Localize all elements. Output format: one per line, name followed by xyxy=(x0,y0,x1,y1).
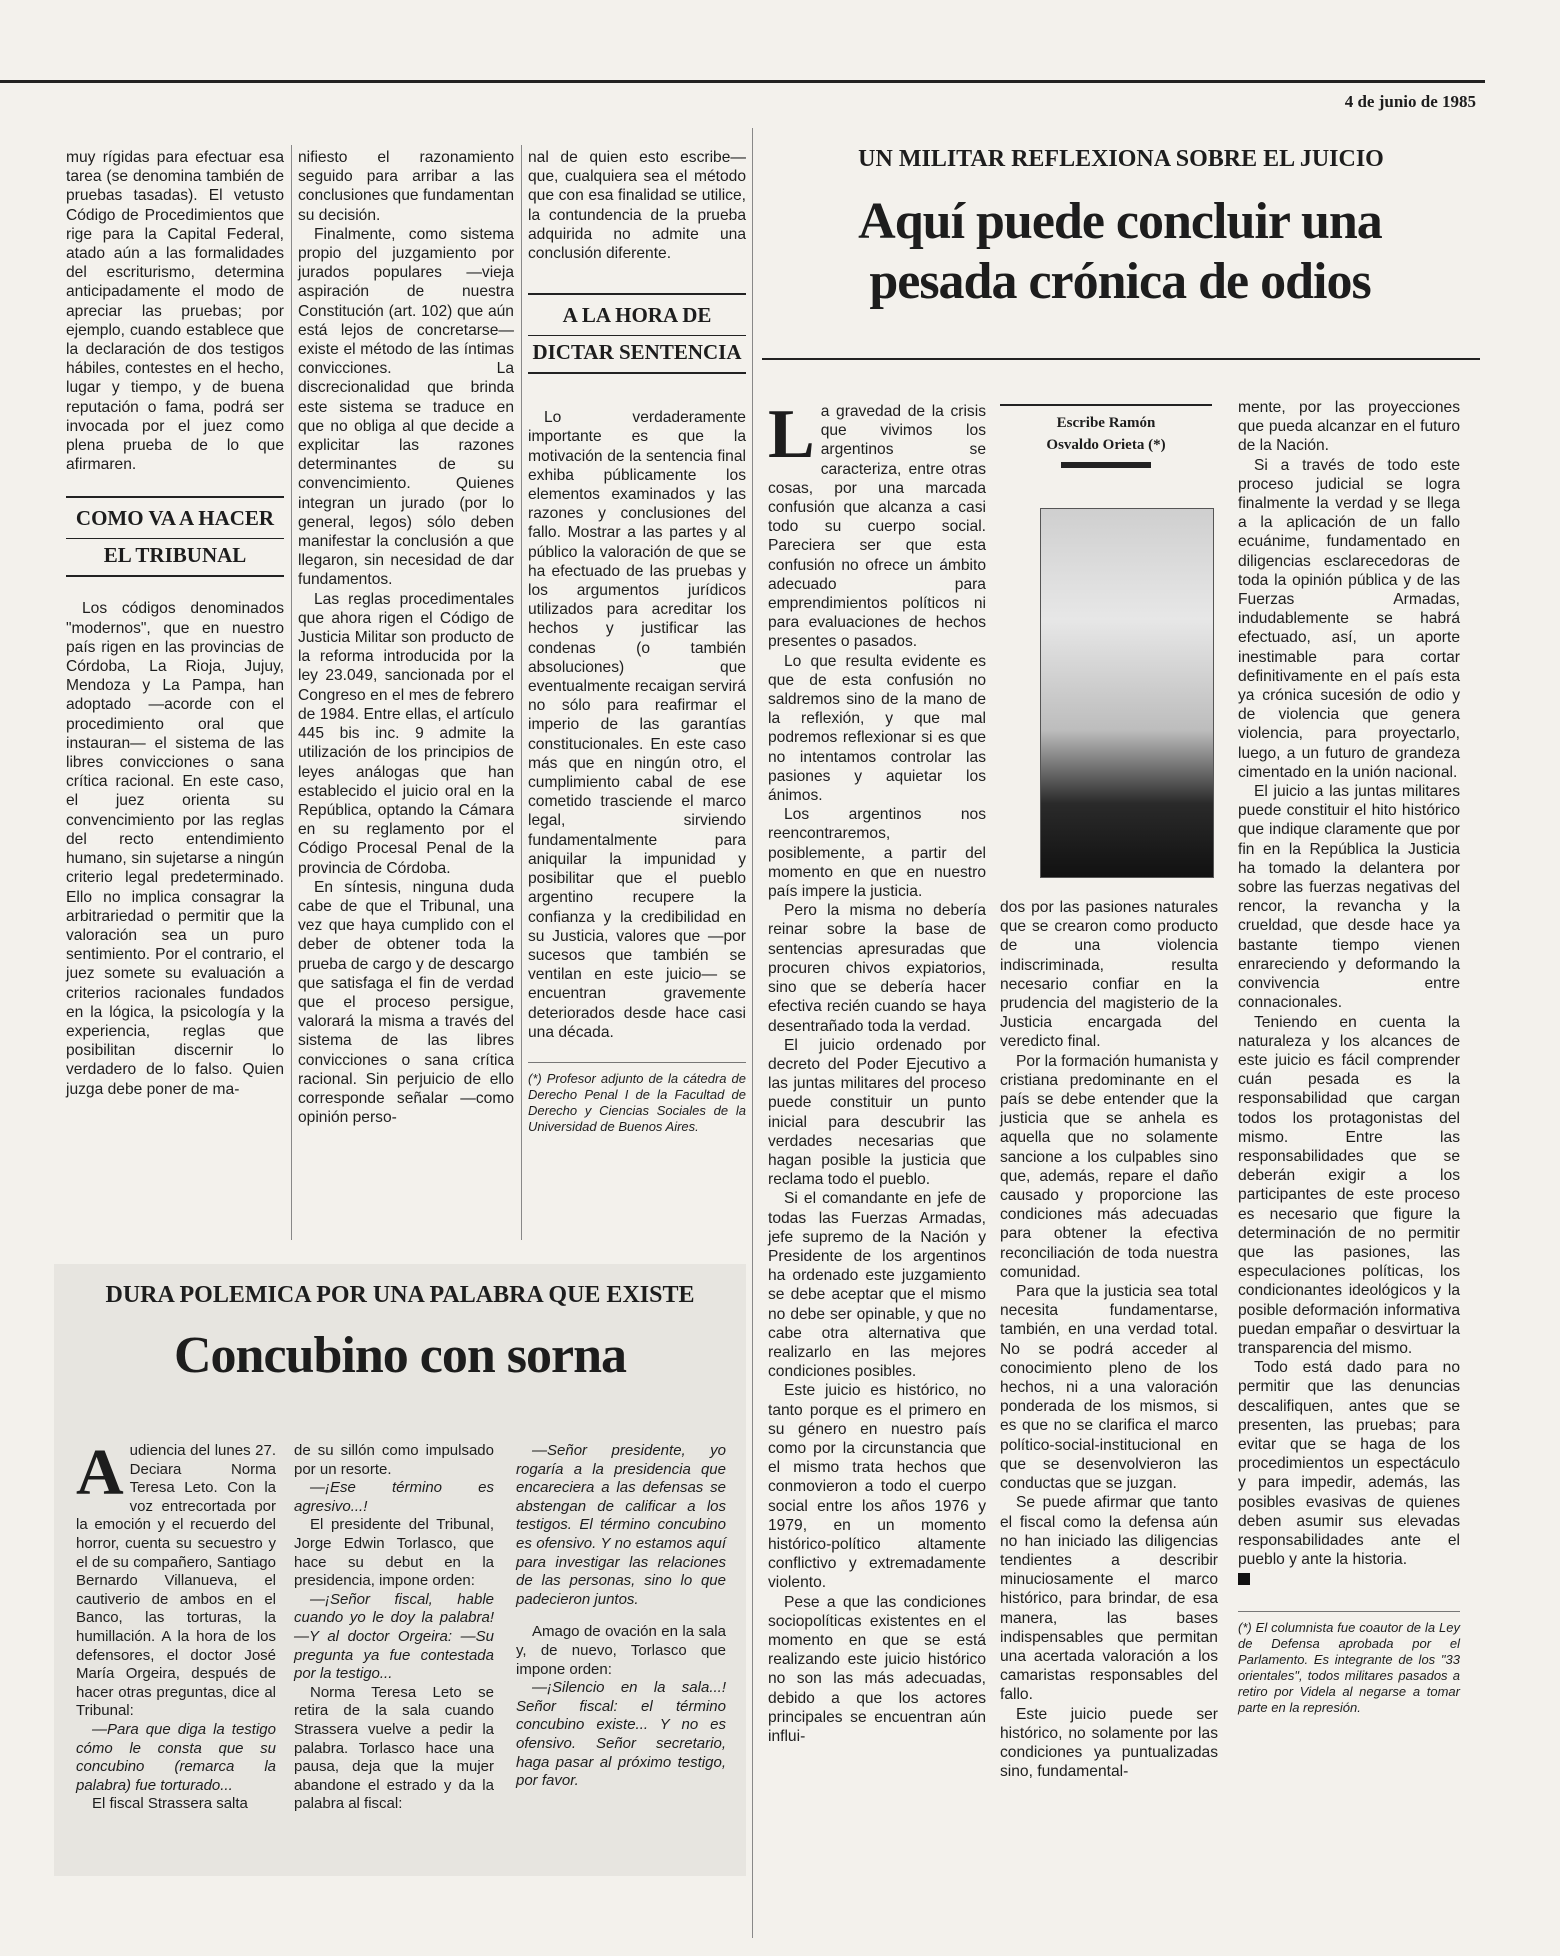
paragraph: nal de quien esto escribe— que, cualquiera sea el método que con esa finalidad se utilice, la contundencia de la prueba adquirida no admite una conclusión diferente. xyxy=(528,149,746,263)
left-article-column-1 xyxy=(66,148,284,1099)
headline-rule xyxy=(762,358,1480,360)
kicker: UN MILITAR REFLEXIONA SOBRE EL JUICIO xyxy=(858,146,1384,172)
paragraph: El fiscal Strassera salta xyxy=(92,1795,248,1813)
paragraph: Lo verdaderamente importante es que la motivación de la sentencia final exhiba públicamente los elementos examinados y las razones y conclusiones del fallo. Mostrar a las partes y al público la valoración de que se ha efectuado de las pruebas y los argumentos jurídicos utilizados para acreditar los hechos y justificar las condenas (o también absoluciones) que eventualmente recaigan servirá no sólo para reafirmar el imperio de las garantías constitucionales. En este caso más que en ningún otro, el cumplimiento cabal de ese cometido trasciende el marco legal, sirviendo fundamentalmente para aniquilar la impunidad y posibilitar que el pueblo argentino recupere la confianza y la credibilidad en su Justicia, valores que —por sucesos que también se ventilan en este juicio— se encuentran gravemente deteriorados desde hace casi una década. xyxy=(528,409,746,1041)
paragraph: Este juicio es histórico, no tanto porque es el primero en su género en nuestro país como por la circunstancia que el mismo trata hechos que conmovieron a todo el cuerpo social entre los años 1976 y 1979, en un momento histórico-político altamente conflictivo y extremadamente violento. xyxy=(768,1382,986,1592)
byline-block xyxy=(1000,404,1212,468)
drop-cap: L xyxy=(768,396,815,473)
subhead-line: COMO VA A HACER xyxy=(66,496,284,538)
subhead-a-la-hora xyxy=(528,293,746,374)
page-date: 4 de junio de 1985 xyxy=(1344,92,1476,111)
subhead-como-va-a-hacer xyxy=(66,496,284,577)
drop-cap: A xyxy=(76,1436,124,1509)
top-rule xyxy=(0,80,1485,83)
boxed-article xyxy=(54,1264,746,1876)
right-article-column-3 xyxy=(1238,398,1460,1716)
paragraph: Pese a que las condiciones sociopolíticas existentes en el momento en que se está realizando este juicio histórico no son las más adecuadas, debido a que los actores principales se encuentran aún influi- xyxy=(768,1593,986,1746)
paragraph: mente, por las proyecciones que pueda alcanzar en el futuro de la Nación. xyxy=(1238,399,1460,455)
end-mark-icon xyxy=(1238,1573,1250,1585)
paragraph: Teniendo en cuenta la naturaleza y los alcances de este juicio es fácil comprender cuán pesada es la responsabilidad que cargan todos los protagonistas del mismo. Entre las responsabilidades que se deberán exigir a los participantes de este proceso es necesario que figure la determinación de no permitir que las pasiones, las especulaciones políticas, los condicionantes ideológicos y la posible deformación informativa puedan empañar o desvirtuar la transparencia del mismo. xyxy=(1238,1013,1460,1357)
paragraph: El juicio ordenado por decreto del Poder Ejecutivo a las juntas militares del proceso puede constituir un punto inicial para descubrir las verdades necesarias que hagan posible la justicia que reclama todo el pueblo. xyxy=(768,1036,986,1189)
paragraph: Si el comandante en jefe de todas las Fuerzas Armadas, jefe supremo de la Nación y Presidente de los argentinos ha ordenado este juzgamiento se debe aceptar que el mismo no debe ser opinable, y que no cabe otra alternativa que realizarlo en las mejores condiciones posibles. xyxy=(768,1190,986,1381)
paragraph: Lo que resulta evidente es que de esta confusión no saldremos sino de la mano de la reflexión, y que mal podremos reflexionar si es que no intentamos controlar las pasiones y aquietar los ánimos. xyxy=(768,652,986,805)
paragraph: —Señor presidente, yo rogaría a la presidencia que encareciera a las defensas se abstengan de calificar a los testigos. El término concubino es ofensivo. Y no estamos aquí para investigar las relaciones de las personas, sino lo que padecieron juntos. xyxy=(516,1442,726,1608)
paragraph: El presidente del Tribunal, Jorge Edwin Torlasco, que hace su debut en la presidencia, impone orden: xyxy=(294,1516,494,1590)
paragraph: Norma Teresa Leto se retira de la sala cuando Strassera vuelve a pedir la palabra. Torlasco hace una pausa, deja que la mujer abandone el estrado y da la palabra al fiscal: xyxy=(294,1683,494,1813)
box-column-1 xyxy=(76,1436,276,1814)
right-article-column-1 xyxy=(768,396,986,1746)
footnote-author: (*) Profesor adjunto de la cátedra de Derecho Penal I de la Facultad de Derecho y Ciencias Sociales de la Universidad de Buenos Aires. xyxy=(528,1062,746,1135)
paragraph: Pero la misma no debería reinar sobre la base de sentencias apresuradas que procuren chivos expiatorios, sino que se debería hacer efectiva recién cuando se haya desentrañado toda la verdad. xyxy=(768,902,986,1035)
footnote-columnist: (*) El columnista fue coautor de la Ley de Defensa aprobada por el Parlamento. Es integrante de los "33 orientales", todos militares pasados a retiro por Videla al negarse a tomar parte en la represión. xyxy=(1238,1611,1460,1716)
paragraph: udiencia del lunes 27. Deciara Norma Teresa Leto. Con la voz entrecortada por la emoción y el recuerdo del horror, cuenta su secuestro y el de su compañero, Santiago Bernardo Villanueva, el cautiverio de ambos en el Banco, las torturas, la humillación. A la hora de los defensores, el doctor José María Orgeira, después de hacer otras preguntas, dice al Tribunal: xyxy=(76,1442,276,1720)
left-article-column-3 xyxy=(528,148,746,1135)
right-article-column-2 xyxy=(1000,898,1218,1781)
paragraph: El juicio a las juntas militares puede constituir el hito histórico que indique claramente que por fin en la República la Justicia ha tomado la delantera por sobre las fuerzas negativas del rencor, la revancha y la crueldad, que desde hace ya bastante tiempo vienen enrareciendo y deformando la convivencia entre connacionales. xyxy=(1238,783,1460,1012)
paragraph: Por la formación humanista y cristiana predominante en el país se debe entender que la justicia que se anhela es aquella que no solamente sancione a los culpables sino que, además, repare el daño causado y proporcione las condiciones más adecuadas para obtener la efectiva reconciliación de toda nuestra comunidad. xyxy=(1000,1052,1218,1281)
paragraph: Los códigos denominados "modernos", que en nuestro país rigen en las provincias de Córdoba, La Rioja, Jujuy, Mendoza y La Pampa, han adoptado —acorde con el procedimiento oral que instauran— el sistema de las libres convicciones o sana crítica racional. En este caso, el juez orienta su convencimiento por las reglas del recto entendimiento humano, sin sujetarse a ningún criterio legal predeterminado. Ello no implica consagrar la arbitrariedad o permitir que la valoración sea un puro sentimiento. Por el contrario, el juez somete su evaluación a criterios racionales fundados en la lógica, la psicología y la experiencia, reglas que posibilitan discernir lo verdadero de lo falso. Quien juzga debe poner de ma- xyxy=(66,600,284,1098)
paragraph: —¡Ese término es agresivo...! xyxy=(294,1479,494,1515)
paragraph: Todo está dado para no permitir que las denuncias descalifiquen, antes que se presenten, las pruebas; para evitar que se haga de los procedimientos un espectáculo y para impedir, además, las posibles evasivas de quienes deben asumir sus elevadas responsabilidades ante el pueblo y ante la historia. xyxy=(1238,1359,1460,1569)
paragraph: Finalmente, como sistema propio del juzgamiento por jurados populares —vieja aspiración de nuestra Constitución (art. 102) que aún está lejos de concretarse— existe el método de las íntimas convicciones. La discrecionalidad que brinda este sistema se traduce en que no obliga al que decide a explicitar las razones determinantes de su convencimiento. Quienes integran un jurado (por lo general, legos) sólo deben manifestar la conclusión a que llegaron, sin necesidad de dar fundamentos. xyxy=(298,225,514,589)
paragraph: dos por las pasiones naturales que se crearon como producto de una violencia indiscriminada, resulta necesario confiar en la prudencia del magisterio de la Justicia encargada del veredicto final. xyxy=(1000,899,1218,1051)
paragraph: —¡Silencio en la sala...! Señor fiscal: el término concubino existe... Y no es ofensivo. Señor secretario, haga pasar al próximo testigo, por favor. xyxy=(516,1679,726,1790)
box-kicker: DURA POLEMICA POR UNA PALABRA QUE EXISTE xyxy=(105,1282,695,1308)
paragraph: Este juicio puede ser histórico, no solamente por las condiciones ya puntualizadas sino, fundamental- xyxy=(1000,1705,1218,1781)
box-column-2 xyxy=(294,1442,494,1814)
box-headline: Concubino con sorna xyxy=(174,1327,626,1384)
paragraph: En síntesis, ninguna duda cabe de que el Tribunal, una vez que haya cumplido con el deber de obtener toda la prueba de cargo y de descargo que satisfaga el fin de verdad que el proceso persigue, valorará la misma a través del sistema de las libres convicciones o sana crítica racional. Sin perjuicio de ello corresponde señalar —como opinión perso- xyxy=(298,878,514,1127)
subhead-line: EL TRIBUNAL xyxy=(66,538,284,577)
paragraph: Para que la justicia sea total necesita fundamentarse, también, en una verdad total. No se podrá acceder al conocimiento pleno de los hechos, ni a una valoración ponderada de los mismos, si es que no se clarifica el marco político-social-institucional en que se desenvolvieron las conductas que se juzgan. xyxy=(1000,1283,1218,1493)
subhead-line: A LA HORA DE xyxy=(528,293,746,335)
paragraph: de su sillón como impulsado por un resorte. xyxy=(294,1442,494,1478)
subhead-line: DICTAR SENTENCIA xyxy=(528,335,746,374)
paragraph: Los argentinos nos reencontraremos, posiblemente, a partir del momento en que en nuestro país impere la justicia. xyxy=(768,806,986,901)
box-column-3 xyxy=(516,1442,726,1791)
column-divider xyxy=(291,145,292,1240)
author-portrait-photo xyxy=(1040,508,1214,878)
paragraph: Si a través de todo este proceso judicial se logra finalmente la verdad y se llega a la aplicación de un fallo ecuánime, fundamentado en diligencias esclarecedoras de toda la opinión pública y de las Fuerzas Armadas, indudablemente se habrá efectuado, así, un aporte inestimable para cortar definitivamente en el país esta ya crónica sucesión de odio y de violencia que genera violencia, para proyectarlo, luego, a un futuro de grandeza cimentado en la unión nacional. xyxy=(1238,456,1460,781)
column-divider xyxy=(752,128,753,1938)
paragraph: nifiesto el razonamiento seguido para arribar a las conclusiones que fundamentan su decisión. xyxy=(298,149,514,224)
paragraph: —Para que diga la testigo cómo le consta que su concubino (remarca la palabra) fue torturado... xyxy=(76,1720,276,1794)
headline: Aquí puede concluir una pesada crónica de odios xyxy=(858,193,1382,310)
paragraph: Amago de ovación en la sala y, de nuevo, Torlasco que impone orden: xyxy=(516,1623,726,1678)
byline-line: Escribe Ramón xyxy=(1056,415,1156,431)
left-article-column-2 xyxy=(298,148,514,1127)
paragraph: Se puede afirmar que tanto el fiscal como la defensa aún no han iniciado las diligencias tendientes a describir minuciosamente el marco histórico, para brindar, de esa manera, las bases indispensables que permitan una acertada valoración a los camaristas responsables del fallo. xyxy=(1000,1494,1218,1704)
paragraph: Las reglas procedimentales que ahora rigen el Código de Justicia Militar son producto de la reforma introducida por la ley 23.049, sancionada por el Congreso en el mes de febrero de 1984. Entre ellas, el artículo 445 bis inc. 9 admite la utilización de los principios de leyes análogas que han establecido el juicio oral en la República, optando la Cámara en su reglamento por el Código Procesal Penal de la provincia de Córdoba. xyxy=(298,590,514,877)
byline-line: Osvaldo Orieta (*) xyxy=(1046,437,1166,453)
paragraph: —¡Señor fiscal, hable cuando yo le doy la palabra! —Y al doctor Orgeira: —Su pregunta ya fue contestada por la testigo... xyxy=(294,1590,494,1683)
paragraph: muy rígidas para efectuar esa tarea (se denomina también de pruebas tasadas). El vetusto Código de Procedimientos que rige para la Capital Federal, atado aún a las formalidades del escriturismo, determina anticipadamente el modo de apreciar las pruebas; por ejemplo, cuando establece que la declaración de dos testigos hábiles, contestes en el hecho, lugar y tiempo, y de buena reputación o fama, podrá ser invocada por el juez como plena prueba de lo que afirmaren. xyxy=(66,149,284,474)
paragraph: a gravedad de la crisis que vivimos los argentinos se caracteriza, entre otras cosas, por una marcada confusión que alcanza a casi todo su cuerpo social. Pareciera ser que esta confusión no ofrece un ámbito adecuado para emprendimientos políticos ni para evaluaciones de hechos presentes o pasados. xyxy=(768,403,986,651)
column-divider xyxy=(521,145,522,1240)
